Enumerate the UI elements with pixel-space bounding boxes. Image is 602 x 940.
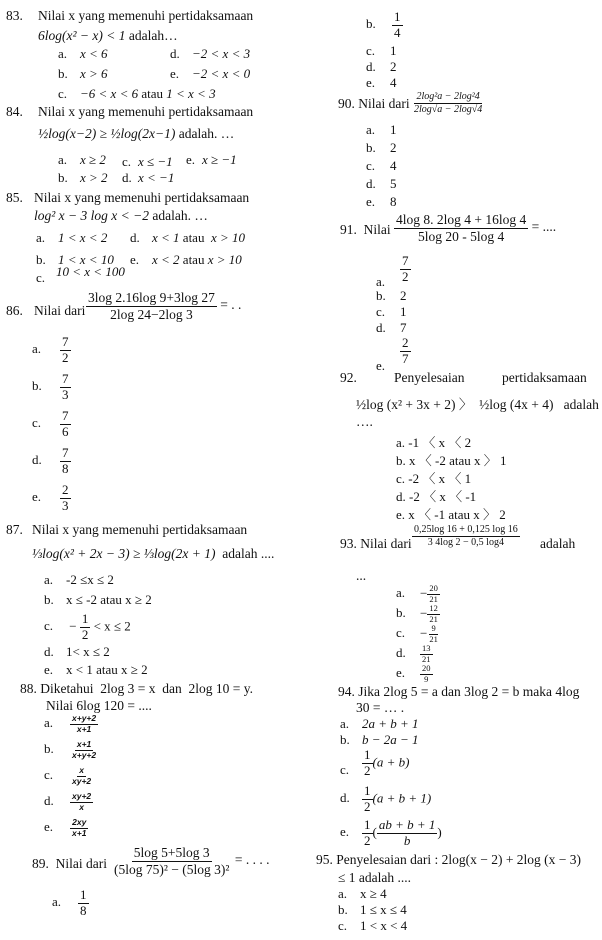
option-d: 2 [390,59,397,74]
option-c-join: atau [141,86,163,101]
question-tail: adalah [540,536,576,551]
option-c-num: 1 [81,611,89,626]
option-num: x+y+2 [72,713,97,723]
option-row [396,604,440,625]
option-c-num: 1 [364,747,371,762]
question-text: Nilai dari [55,856,107,871]
option-e: 4 [390,75,397,90]
option-d: 1< x ≤ 2 [66,644,110,659]
option-label: a. [44,715,54,731]
question-dots: ... [356,568,367,583]
option-sign: − [420,605,428,621]
math-expression-1: ½log (x² + 3x + 2) 〉 [356,397,473,412]
fraction-numerator: 0,25log 16 + 0,125 log 16 [414,524,518,535]
option-row [396,584,440,605]
option-c: x ≤ −1 [138,154,173,169]
option-row [44,740,98,761]
option-e-num: 1 [364,817,371,832]
option-label: b. [44,741,54,757]
option-d: 7 [400,320,407,335]
question-ask: Nilai 6log 120 = .... [46,698,152,713]
question-tail: = . . . . [234,852,270,868]
option-a-num: 7 [402,253,409,268]
question-tail: = .... [531,219,557,235]
option-b: x > 2 [80,170,108,185]
option-b: 1 < x < 10 [58,252,114,267]
option-c-den: 2 [364,762,371,778]
option-sign: − [420,585,428,601]
option-a: 1 < x < 2 [58,230,108,245]
option-num: 2xy [72,817,87,827]
question-text: Penyelesaian dari : 2log(x − 2) + 2log (x − 3) [336,852,582,867]
fraction-denominator: 2log 24−2log 3 [110,306,193,322]
option-den: 21 [429,593,438,604]
option-den: 3 [62,386,69,402]
option-e: −2 < x < 0 [192,66,251,81]
option-den: x+1 [76,723,92,734]
option-c: c. -2 〈 x 〈 1 [396,471,472,486]
question-number: 86. [6,303,23,318]
option-d-rest: (a + b + 1) [372,790,432,806]
option-label: c. [44,767,54,783]
option-e: x < 2 [152,252,180,267]
question-text: Nilai dari [358,96,410,111]
question-text-2: 30 = … . [356,700,405,715]
option-b: x ≤ -2 atau x ≥ 2 [66,592,152,607]
question-number: 95. [316,852,333,867]
option-e-den: 7 [402,350,409,366]
option-label: b. [396,605,406,621]
question-number: 93. [340,536,357,551]
option-num: 7 [62,445,69,460]
option-label: e. [44,819,54,835]
option-num: xy+2 [72,791,92,801]
option-row [44,818,88,839]
option-row [32,446,71,477]
option-den: 21 [422,653,431,664]
option-b: 2 [390,140,397,155]
option-d: x < −1 [138,170,175,185]
option-num: 7 [62,371,69,386]
option-label: e. [396,665,406,681]
option-c-2: 1 < x < 3 [166,86,216,101]
option-d-num: 1 [364,783,371,798]
fraction-numerator: 3log 2.16log 9+3log 27 [88,290,215,305]
option-a: x ≥ 4 [360,886,387,901]
option-label: b. [32,378,42,394]
option-num: 9 [431,623,436,633]
option-row [32,409,71,440]
option-c: −6 < x < 6 [80,86,139,101]
option-e-inner-num: ab + b + 1 [378,817,436,832]
option-e-inner-den: b [403,832,411,848]
option-e: x < 1 atau x ≥ 2 [66,662,148,677]
option-den: 9 [424,673,429,684]
option-a: x < 6 [80,46,108,61]
option-b-num: 1 [394,9,401,24]
option-label: e. [32,489,42,505]
option-row [32,372,71,403]
option-a: x ≥ 2 [80,152,106,167]
question-dots: …. [356,414,373,429]
option-den: 2 [62,349,69,365]
question-tail: adalah [563,397,599,412]
question-text: Penyelesaian [394,370,465,385]
option-sign: − [420,625,428,641]
question-number: 91. [340,222,357,237]
option-e-den: 2 [364,832,371,848]
option-b-label: b. [366,16,376,32]
math-expression: log² x − 3 log x < −2 [34,208,149,223]
question-text-2: pertidaksamaan [502,370,587,385]
question-number: 85. [6,190,23,205]
question-tail: adalah .... [222,546,275,561]
option-e-num: 2 [402,335,409,350]
question-text-2: ≤ 1 adalah .... [338,870,412,885]
question-text: Nilai [363,222,391,237]
option-den: 21 [429,613,438,624]
option-row [44,714,98,735]
option-a-label: a. [52,894,62,910]
question-text: Nilai dari [360,536,412,551]
fraction-denominator: 5log 20 - 5log 4 [418,228,505,244]
math-expression: 6log(x² − x) < 1 [38,28,126,43]
option-label: a. [32,341,42,357]
option-den: 21 [429,633,438,644]
option-row [44,792,93,813]
option-c: 4 [390,158,397,173]
option-b: x > 6 [80,66,108,81]
option-e: x ≥ −1 [202,152,237,167]
question-tail: adalah. … [178,126,235,141]
option-num: 12 [429,603,438,613]
option-c-sign: − [69,618,77,634]
option-d-2: x > 10 [210,230,245,245]
option-d: 5 [390,176,397,191]
option-b: 2 [400,288,407,303]
option-row [32,483,71,514]
question-text: Nilai x yang memenuhi pertidaksamaan [34,190,250,205]
option-a: a. -1 〈 x 〈 2 [396,435,472,450]
option-a: 2a + b + 1 [362,716,419,731]
option-num: 2 [62,482,69,497]
option-den: 3 [62,497,69,513]
option-num: 7 [62,408,69,423]
question-number: 84. [6,104,23,119]
option-a: -2 ≤x ≤ 2 [66,572,114,587]
given-2: 2log 10 = y. [188,681,253,696]
question-text: Jika 2log 5 = a dan 3log 2 = b maka 4log [358,684,580,699]
option-den: 6 [62,423,69,439]
option-label: d. [44,793,54,809]
question-tail: = . . [220,297,242,313]
question-text: Diketahui [40,681,94,696]
option-a-den: 2 [402,268,409,284]
question-number: 94. [338,684,355,699]
fraction-numerator: 5log 5+5log 3 [133,845,210,860]
option-e-join: atau [182,252,205,267]
option-num: 20 [429,583,438,593]
option-b: b − 2a − 1 [362,732,419,747]
question-tail: adalah. … [152,208,208,223]
question-number: 83. [6,8,23,23]
option-row [44,766,93,787]
option-row [396,664,433,685]
option-d: d. -2 〈 x 〈 -1 [396,489,477,504]
option-a: 1 [390,122,397,137]
fraction-denominator: 2log√a − 2log√4 [414,103,483,115]
option-d: −2 < x < 3 [192,46,251,61]
option-den: 8 [62,460,69,476]
option-c: 1 [400,304,407,319]
option-num: 7 [62,334,69,349]
fraction-numerator: 2log²a − 2log²4 [416,91,480,102]
math-expression-2: ½log (4x + 4) [479,397,554,412]
option-row [396,624,440,645]
option-num: 20 [422,663,431,673]
option-c-den: 2 [81,626,89,642]
option-e: e. x 〈 -1 atau x 〉 2 [396,507,506,522]
option-num: 13 [422,643,431,653]
option-row [32,335,71,366]
given-1: 2log 3 = x [100,681,156,696]
question-number: 92. [340,370,357,385]
question-text-content: Nilai x yang memenuhi pertidaksamaan [32,522,248,537]
option-den: x+1 [72,827,87,838]
given-join: dan [162,681,182,696]
option-c: 1 < x < 4 [360,918,408,933]
option-label: c. [32,415,42,431]
option-c: 10 < x < 100 [56,264,125,279]
option-num: x [79,765,84,775]
option-a-num: 1 [80,887,87,902]
option-row [396,644,433,665]
math-expression: ⅓log(x² + 2x − 3) ≥ ⅓log(2x + 1) [32,546,216,561]
option-label: c. [396,625,406,641]
option-den: x+y+2 [72,749,97,760]
math-expression: ½log(x−2) ≥ ½log(2x−1) [38,126,176,141]
option-label: a. [396,585,406,601]
option-a-den: 8 [80,902,87,918]
option-e: 8 [390,194,397,209]
option-c-rest: (a + b) [372,754,410,770]
option-d-join: atau [182,230,205,245]
option-c: 1 [390,43,397,58]
question-number: 90. [338,96,355,111]
question-number: 89. [32,856,49,871]
fraction-denominator: (5log 75)² − (5log 3)² [114,861,230,877]
question-number: 88. [20,681,37,696]
option-c-rest: < x ≤ 2 [93,618,131,634]
option-b: 1 ≤ x ≤ 4 [360,902,407,917]
question-tail: adalah… [128,28,178,43]
fraction-denominator: 3 4log 2 − 0,5 log4 [427,536,504,548]
question-text [32,522,276,538]
question-text: Nilai x yang memenuhi pertidaksamaan [38,8,254,23]
option-den: xy+2 [72,775,92,786]
option-b-den: 4 [394,24,401,40]
question-text: Nilai x yang memenuhi pertidaksamaan [38,104,254,119]
option-den: x [79,801,84,812]
option-num: x+1 [76,739,92,749]
option-e-2: x > 10 [207,252,242,267]
option-d: x < 1 [152,230,180,245]
fraction-numerator: 4log 8. 2log 4 + 16log 4 [396,212,527,227]
option-label: d. [396,645,406,661]
option-d-den: 2 [364,798,371,814]
question-number: 87. [6,522,23,537]
option-label: d. [32,452,42,468]
option-b: b. x 〈 -2 atau x 〉 1 [396,453,507,468]
question-text: Nilai dari [34,303,86,318]
